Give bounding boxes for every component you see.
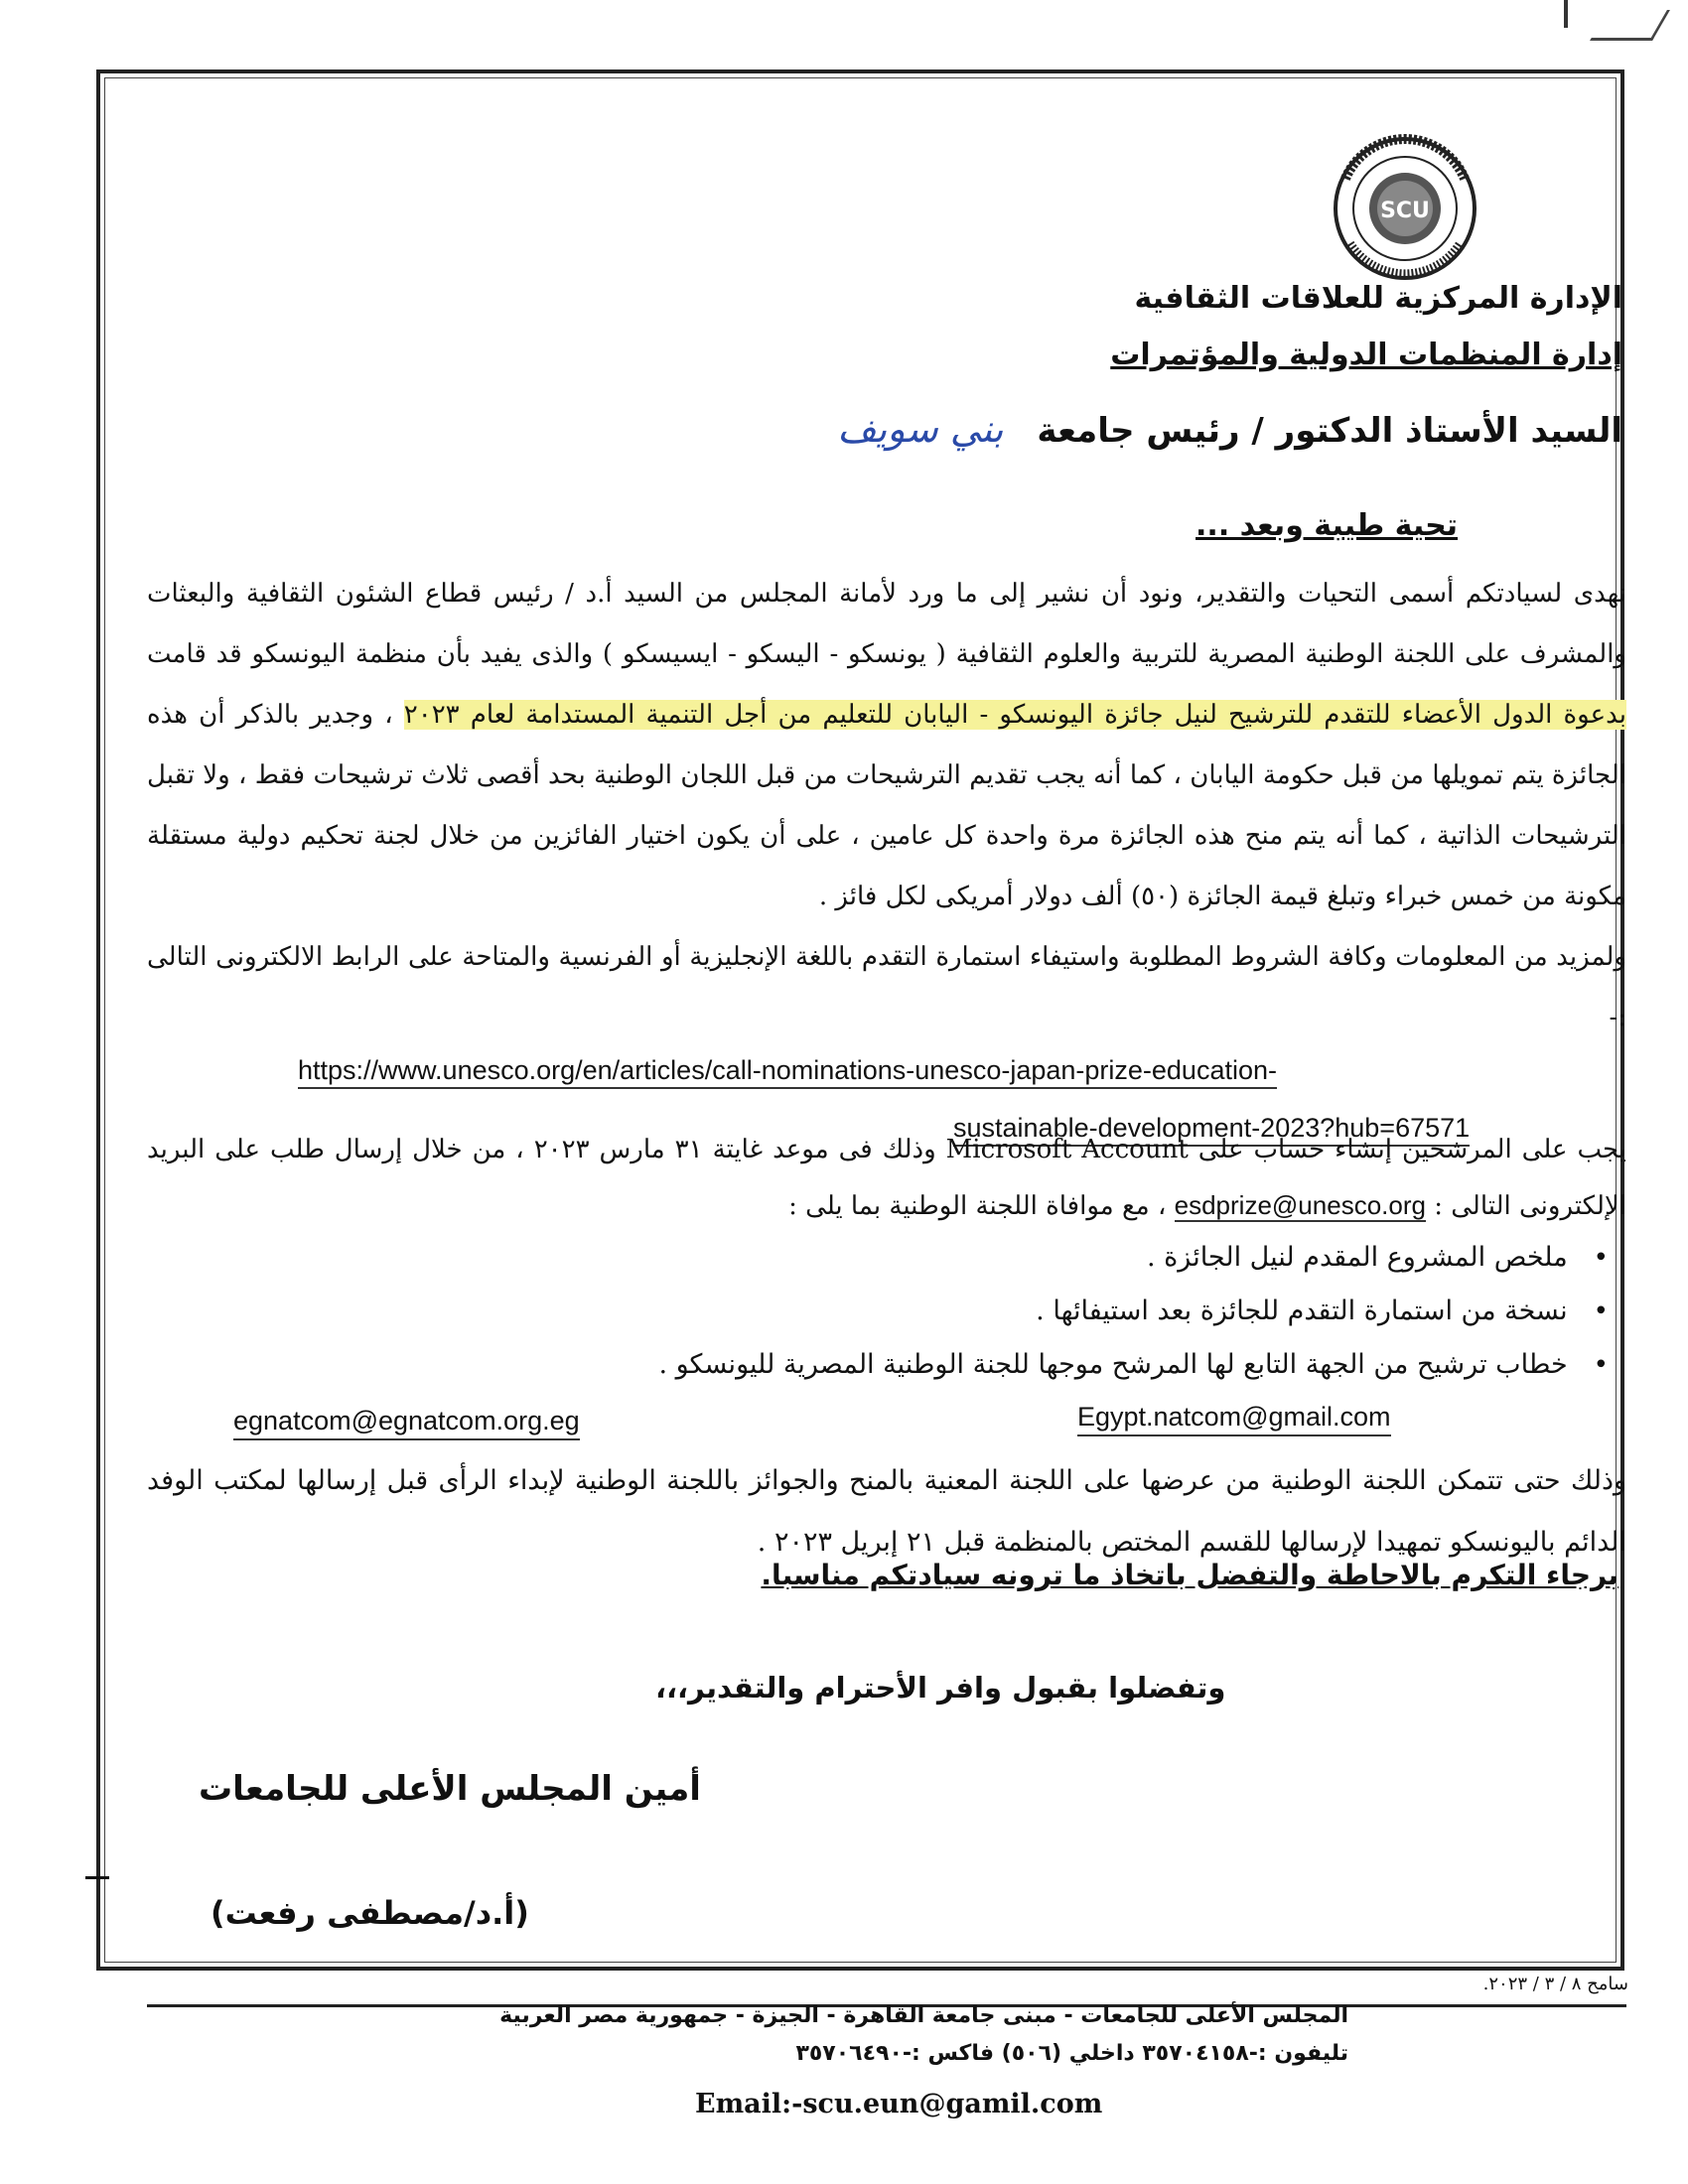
scan-mark-top: [1564, 0, 1568, 28]
signatory-name: (أ.د/مصطفى رفعت): [211, 1894, 529, 1932]
submission-text-after: ، مع موافاة اللجنة الوطنية بما يلى :: [788, 1191, 1167, 1221]
footer-phones: تليفون :-٣٥٧٠٤١٥٨ داخلي (٥٠٦) فاكس :-٣٥٧٠٦٤٩٠: [795, 2041, 1348, 2066]
handwritten-university: بني سويف: [837, 407, 1004, 451]
margin-tick: [85, 1876, 109, 1879]
department-central-admin: الإدارة المركزية للعلاقات الثقافية: [1134, 281, 1622, 316]
committee-paragraph: وذلك حتى تتمكن اللجنة الوطنية من عرضها على اللجنة المعنية بالمنح والجوائز باللجنة الوطنية لإبداء الرأى قبل إرسالها لمكتب الوفد الدائم باليونسكو تمهيدا لإرسالها للقسم المختص بالمنظمة قبل ٢١ إبريل ٢٠٢٣ .: [147, 1465, 1626, 1558]
requirement-item: • ملخص المشروع المقدم لنيل الجائزة .: [417, 1231, 1609, 1285]
body-paragraph: [147, 564, 1626, 1048]
egypt-natcom-email[interactable]: Egypt.natcom@gmail.com: [1077, 1402, 1391, 1436]
requirements-list: [417, 1231, 1609, 1392]
submission-paragraph: [147, 1122, 1626, 1234]
signatory-title: أمين المجلس الأعلى للجامعات: [199, 1769, 701, 1809]
scan-corner-mark: [1590, 10, 1670, 41]
highlighted-invitation: بدعوة الدول الأعضاء للتقدم للترشيح لنيل جائزة اليونسكو - اليابان للتعليم من أجل التنمية المستدامة لعام ٢٠٢٣: [403, 700, 1626, 730]
recipient-prefix: السيد الأستاذ الدكتور / رئيس جامعة: [1037, 411, 1622, 451]
egnatcom-email[interactable]: egnatcom@egnatcom.org.eg: [233, 1406, 580, 1440]
requirement-item: • نسخة من استمارة التقدم للجائزة بعد استيفائها .: [417, 1285, 1609, 1338]
closing-line: وتفضلوا بقبول وافر الأحترام والتقدير،،،: [655, 1671, 1226, 1705]
greeting: تحية طيبة وبعد ...: [1196, 508, 1458, 543]
unesco-link-line2[interactable]: sustainable-development-2023?hub=67571: [953, 1113, 1470, 1147]
request-line: برجاء التكرم بالاحاطة والتفضل باتخاذ ما ترونه سيادتكم مناسبا.: [761, 1559, 1618, 1591]
footer-address: المجلس الأعلى للجامعات - مبنى جامعة القاهرة - الجيزة - جمهورية مصر العربية: [499, 2003, 1348, 2028]
footer-email: Email:-scu.eun@gamil.com: [695, 2089, 1103, 2119]
esdprize-email[interactable]: esdprize@unesco.org: [1174, 1190, 1426, 1220]
body-rest: ، وجدير بالذكر أن هذه الجائزة يتم تمويلها من قبل حكومة اليابان ، كما أنه يجب تقديم الترشيحات من قبل اللجان الوطنية بحد أقصى ثلاث ترشيحات فقط ، ولا تقبل الترشيحات الذاتية ، كما أنه يتم منح هذه الجائزة مرة واحدة كل عامين ، على أن يكون اختيار الفائزين من خلال لجنة تحكيم دولية مستقلة مكونة من خمس خبراء وتبلغ قيمة الجائزة (٥٠) ألف دولار أمريكى لكل فائز .: [147, 700, 1626, 911]
scu-logo: [1311, 134, 1499, 283]
reference-note: سامح ٨ / ٣ / ٢٠٢٣.: [1482, 1974, 1628, 1994]
unesco-link-line1[interactable]: https://www.unesco.org/en/articles/call-nominations-unesco-japan-prize-education-: [298, 1055, 1277, 1089]
department-international-orgs: إدارة المنظمات الدولية والمؤتمرات: [1110, 338, 1622, 372]
more-info-text: ولمزيد من المعلومات وكافة الشروط المطلوبة واستيفاء استمارة التقدم باللغة الإنجليزية أو الفرنسية والمتاحة على الرابط الالكترونى التالى :-: [147, 942, 1626, 1032]
requirement-item: • خطاب ترشيح من الجهة التابع لها المرشح موجها للجنة الوطنية المصرية لليونسكو .: [417, 1338, 1609, 1392]
recipient-line: [837, 407, 1622, 451]
body-intro: نهدى لسيادتكم أسمى التحيات والتقدير، ونود أن نشير إلى ما ورد لأمانة المجلس من السيد أ.د / رئيس قطاع الشئون الثقافية والبعثات والمشرف على اللجنة الوطنية المصرية للتربية والعلوم الثقافية ( يونسكو - اليسكو - ايسيسكو ) والذى يفيد بأن منظمة اليونسكو قد قامت: [147, 579, 1626, 669]
submission-text-before: يجب على المرشحين إنشاء حساب على Microsoft Account وذلك فى موعد غايتة ٣١ مارس ٢٠٢٣ ، من خلال إرسال طلب على البريد الإلكترونى التالى :: [147, 1135, 1626, 1221]
svg-text:SCU: SCU: [1380, 199, 1430, 223]
